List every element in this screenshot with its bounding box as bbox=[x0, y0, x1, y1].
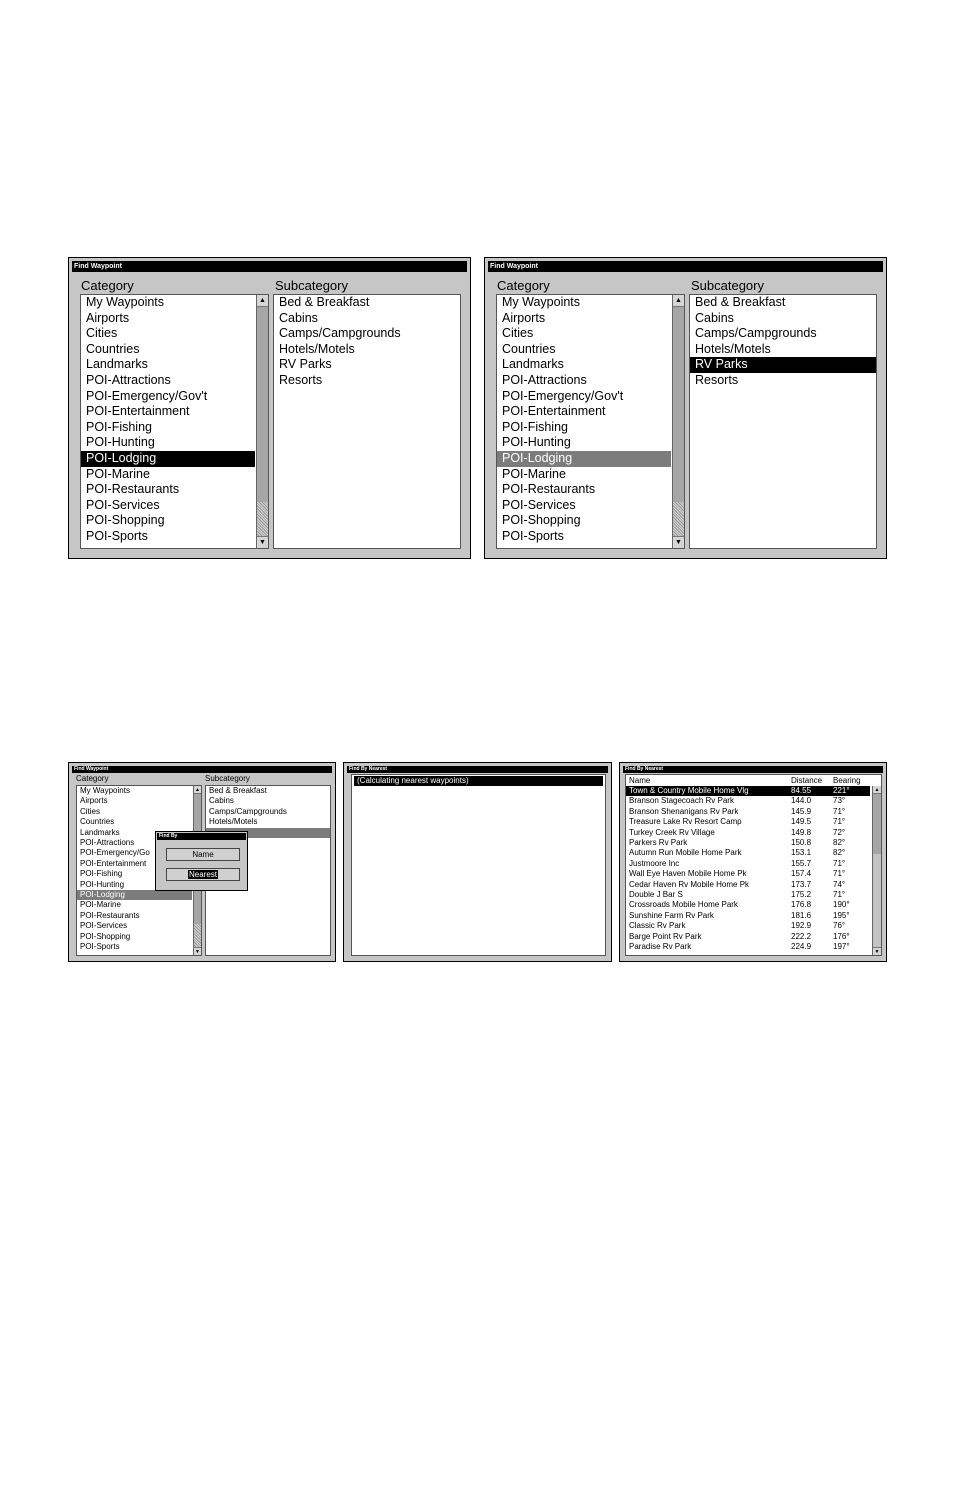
category-list-item[interactable]: Airports bbox=[86, 310, 130, 325]
scroll-thumb[interactable] bbox=[873, 794, 881, 854]
category-list-item[interactable]: POI-Services bbox=[502, 497, 576, 512]
find-waypoint-screen-category bbox=[68, 257, 471, 559]
category-list-item[interactable]: POI-Attractions bbox=[80, 838, 135, 847]
result-bearing: 72° bbox=[833, 827, 846, 837]
category-list-item[interactable]: POI-Attractions bbox=[502, 373, 587, 387]
subcategory-header: Subcategory bbox=[275, 278, 348, 293]
subcategory-list-item[interactable]: RV Parks bbox=[279, 357, 332, 372]
scroll-up-icon[interactable]: ▲ bbox=[195, 787, 200, 793]
calculating-status: (Calculating nearest waypoints) bbox=[354, 776, 603, 786]
result-distance: 155.7 bbox=[791, 858, 812, 868]
window-title: Find By Nearest bbox=[623, 766, 883, 773]
result-bearing: 82° bbox=[833, 838, 846, 847]
category-scrollbar[interactable] bbox=[256, 295, 268, 548]
window-title: Find By Nearest bbox=[347, 766, 608, 773]
result-distance: 176.8 bbox=[791, 900, 812, 910]
category-list-item[interactable]: My Waypoints bbox=[502, 295, 581, 309]
result-bearing: 82° bbox=[833, 848, 846, 858]
result-bearing: 190° bbox=[833, 900, 850, 910]
result-name: Cedar Haven Rv Mobile Home Pk bbox=[629, 879, 750, 889]
category-list-item[interactable]: POI-Restaurants bbox=[80, 910, 140, 920]
table-row[interactable] bbox=[626, 911, 870, 921]
category-list-item[interactable]: POI-Lodging bbox=[77, 890, 192, 900]
scroll-thumb[interactable] bbox=[673, 307, 684, 502]
category-list-item[interactable]: POI-Shopping bbox=[80, 931, 131, 941]
table-row[interactable] bbox=[626, 817, 870, 827]
scroll-track[interactable] bbox=[194, 924, 201, 947]
category-list-item[interactable]: POI-Services bbox=[80, 921, 128, 931]
table-row[interactable] bbox=[626, 859, 870, 869]
result-name: Paradise Rv Park bbox=[629, 942, 692, 951]
category-list-item[interactable]: POI-Fishing bbox=[80, 869, 123, 879]
result-name: Barge Point Rv Park bbox=[629, 931, 702, 941]
category-list-item[interactable]: Cities bbox=[80, 806, 101, 816]
category-list-item[interactable]: POI-Emergency/Gov't bbox=[86, 388, 208, 403]
category-list-item[interactable]: Airports bbox=[80, 796, 108, 806]
category-list-item[interactable]: POI-Emergency/Gov't bbox=[502, 388, 624, 403]
category-list-item[interactable]: Countries bbox=[80, 817, 115, 827]
result-name: Wall Eye Haven Mobile Home Pk bbox=[629, 869, 747, 879]
dialog-title: Find By bbox=[157, 833, 246, 840]
category-list-item[interactable]: POI-Shopping bbox=[502, 513, 581, 528]
scroll-down-icon[interactable]: ▼ bbox=[195, 949, 200, 955]
table-row[interactable] bbox=[626, 890, 870, 900]
result-name: Branson Shenanigans Rv Park bbox=[629, 806, 739, 816]
find-waypoint-screen-find-by bbox=[68, 762, 336, 962]
table-row[interactable] bbox=[626, 796, 870, 806]
scroll-down-icon[interactable]: ▼ bbox=[673, 536, 684, 548]
result-name: Turkey Creek Rv Village bbox=[629, 827, 715, 837]
scroll-up-icon[interactable]: ▲ bbox=[874, 787, 880, 793]
subcategory-list-item[interactable]: Camps/Campgrounds bbox=[279, 326, 401, 341]
window-title: Find Waypoint bbox=[488, 261, 883, 272]
subcategory-list-item[interactable]: Resorts bbox=[695, 373, 739, 387]
scroll-thumb[interactable] bbox=[257, 307, 268, 502]
subcategory-list-item[interactable]: Bed & Breakfast bbox=[695, 295, 786, 309]
category-list-item[interactable]: POI-Entertainment bbox=[86, 404, 190, 419]
category-list-item[interactable]: POI-Hunting bbox=[80, 879, 125, 889]
table-row[interactable] bbox=[626, 942, 870, 952]
category-list-item[interactable]: My Waypoints bbox=[80, 786, 130, 795]
scroll-track[interactable] bbox=[673, 502, 684, 536]
table-row[interactable] bbox=[626, 848, 870, 858]
scroll-track[interactable] bbox=[257, 502, 268, 536]
table-row[interactable] bbox=[626, 869, 870, 879]
subcategory-list-item[interactable]: Bed & Breakfast bbox=[209, 786, 267, 795]
result-bearing: 195° bbox=[833, 910, 850, 920]
category-list-item[interactable]: POI-Marine bbox=[86, 466, 150, 481]
column-header-name: Name bbox=[629, 776, 651, 785]
subcategory-list-item[interactable]: Hotels/Motels bbox=[695, 341, 771, 356]
table-row[interactable] bbox=[626, 880, 870, 890]
result-bearing: 71° bbox=[833, 858, 846, 868]
category-list-item[interactable]: POI-Marine bbox=[502, 466, 566, 481]
table-row[interactable] bbox=[626, 900, 870, 910]
window-title: Find Waypoint bbox=[72, 261, 467, 272]
subcategory-header: Subcategory bbox=[205, 774, 250, 783]
category-list-item[interactable]: POI-Lodging bbox=[81, 451, 255, 467]
category-list-item[interactable]: POI-Entertainment bbox=[80, 858, 147, 868]
category-list-item[interactable]: Cities bbox=[86, 326, 118, 341]
result-bearing: 176° bbox=[833, 931, 850, 941]
scroll-down-icon[interactable]: ▼ bbox=[257, 536, 268, 548]
name-button-label: Name bbox=[192, 850, 214, 859]
result-distance: 153.1 bbox=[791, 848, 812, 858]
subcategory-list-item[interactable]: Cabins bbox=[279, 310, 318, 325]
result-distance: 149.5 bbox=[791, 817, 812, 827]
category-list-item[interactable]: POI-Restaurants bbox=[502, 482, 596, 497]
subcategory-list-item[interactable]: RV Parks bbox=[690, 357, 876, 373]
result-distance: 173.7 bbox=[791, 879, 812, 889]
scroll-up-icon[interactable]: ▲ bbox=[673, 295, 684, 307]
table-row[interactable] bbox=[626, 921, 870, 931]
result-bearing: 71° bbox=[833, 817, 846, 827]
result-name: Branson Stagecoach Rv Park bbox=[629, 796, 734, 806]
scroll-up-icon[interactable]: ▲ bbox=[257, 295, 268, 307]
category-list-item[interactable]: Landmarks bbox=[86, 357, 148, 372]
subcategory-list-item[interactable]: Camps/Campgrounds bbox=[209, 806, 287, 816]
category-list-item[interactable]: POI-Lodging bbox=[497, 451, 671, 467]
table-row[interactable] bbox=[626, 828, 870, 838]
column-header-distance: Distance bbox=[791, 776, 823, 785]
find-by-name-button[interactable] bbox=[166, 848, 240, 861]
subcategory-header: Subcategory bbox=[691, 278, 764, 293]
category-header: Category bbox=[76, 774, 109, 783]
subcategory-list-item[interactable]: Resorts bbox=[279, 373, 323, 387]
subcategory-list-item[interactable]: Hotels/Motels bbox=[279, 341, 355, 356]
category-list-item[interactable]: Countries bbox=[86, 341, 140, 356]
result-distance: 175.2 bbox=[791, 890, 812, 899]
find-by-nearest-calculating-screen bbox=[343, 762, 612, 962]
category-list-item[interactable]: POI-Entertainment bbox=[502, 404, 606, 419]
category-list-item[interactable]: Airports bbox=[502, 310, 546, 325]
find-by-nearest-results-screen bbox=[619, 762, 887, 962]
result-name: Town & Country Mobile Home Vlg bbox=[629, 786, 749, 795]
category-scrollbar[interactable] bbox=[672, 295, 684, 548]
nearest-button-label: Nearest bbox=[188, 870, 217, 879]
category-list-item[interactable]: POI-Shopping bbox=[86, 513, 165, 528]
subcategory-list-item[interactable]: Cabins bbox=[695, 310, 734, 325]
category-list-item[interactable]: POI-Hunting bbox=[502, 435, 571, 450]
category-header: Category bbox=[81, 278, 134, 293]
results-scrollbar[interactable] bbox=[872, 786, 881, 955]
category-list-item[interactable]: POI-Marine bbox=[80, 900, 121, 910]
result-bearing: 221° bbox=[833, 786, 850, 795]
subcategory-list-item[interactable]: Bed & Breakfast bbox=[279, 295, 370, 309]
table-row[interactable] bbox=[626, 838, 870, 848]
category-list-item[interactable]: POI-Fishing bbox=[86, 419, 152, 434]
category-list-item[interactable]: POI-Emergency/Go bbox=[80, 848, 150, 858]
result-name: Parkers Rv Park bbox=[629, 838, 688, 847]
category-list-item[interactable]: Landmarks bbox=[80, 827, 120, 837]
table-row[interactable] bbox=[626, 786, 870, 796]
category-list[interactable] bbox=[80, 294, 269, 549]
nearest-results-list[interactable] bbox=[351, 774, 606, 956]
subcategory-list-item[interactable]: Cabins bbox=[209, 796, 234, 806]
result-name: Justmoore Inc bbox=[629, 858, 680, 868]
subcategory-list-item[interactable]: Camps/Campgrounds bbox=[695, 326, 817, 341]
category-list-item[interactable]: POI-Sports bbox=[86, 529, 148, 543]
result-name: Crossroads Mobile Home Park bbox=[629, 900, 738, 910]
result-name: Classic Rv Park bbox=[629, 921, 686, 931]
table-row[interactable] bbox=[626, 932, 870, 942]
result-name: Sunshine Farm Rv Park bbox=[629, 910, 714, 920]
category-list-item[interactable]: POI-Attractions bbox=[86, 373, 171, 387]
window-title: Find Waypoint bbox=[72, 766, 332, 773]
result-name: Treasure Lake Rv Resort Camp bbox=[629, 817, 742, 827]
result-distance: 222.2 bbox=[791, 931, 812, 941]
category-list-item[interactable]: Countries bbox=[502, 341, 556, 356]
category-list-item[interactable]: Landmarks bbox=[502, 357, 564, 372]
result-bearing: 73° bbox=[833, 796, 846, 806]
category-list-item[interactable]: POI-Sports bbox=[502, 529, 564, 543]
category-list-item[interactable]: POI-Sports bbox=[80, 942, 120, 951]
result-distance: 150.8 bbox=[791, 838, 812, 847]
nearest-results-list[interactable] bbox=[625, 774, 882, 956]
category-list[interactable] bbox=[496, 294, 685, 549]
find-waypoint-screen-subcategory bbox=[484, 257, 887, 559]
result-distance: 145.9 bbox=[791, 806, 812, 816]
result-distance: 149.8 bbox=[791, 827, 812, 837]
result-bearing: 74° bbox=[833, 879, 846, 889]
result-name: Double J Bar S bbox=[629, 890, 683, 899]
find-by-nearest-button[interactable] bbox=[166, 868, 240, 881]
category-list-item[interactable]: POI-Hunting bbox=[86, 435, 155, 450]
result-name: Autumn Run Mobile Home Park bbox=[629, 848, 742, 858]
result-distance: 181.6 bbox=[791, 910, 812, 920]
result-distance: 157.4 bbox=[791, 869, 812, 879]
find-by-dialog bbox=[155, 831, 248, 891]
category-list-item[interactable]: My Waypoints bbox=[86, 295, 165, 309]
result-distance: 84.55 bbox=[791, 786, 812, 795]
column-header-bearing: Bearing bbox=[833, 776, 861, 785]
result-bearing: 71° bbox=[833, 890, 846, 899]
result-bearing: 71° bbox=[833, 869, 846, 879]
subcategory-list-item[interactable]: Hotels/Motels bbox=[209, 817, 258, 827]
result-bearing: 197° bbox=[833, 942, 850, 951]
category-list-item[interactable]: POI-Services bbox=[86, 497, 160, 512]
result-bearing: 71° bbox=[833, 806, 846, 816]
category-list-item[interactable]: POI-Restaurants bbox=[86, 482, 180, 497]
category-list-item[interactable]: POI-Fishing bbox=[502, 419, 568, 434]
result-distance: 192.9 bbox=[791, 921, 812, 931]
result-bearing: 76° bbox=[833, 921, 846, 931]
subcategory-list[interactable] bbox=[689, 294, 877, 549]
scroll-down-icon[interactable]: ▼ bbox=[874, 949, 880, 955]
result-distance: 144.0 bbox=[791, 796, 812, 806]
category-list-item[interactable]: Cities bbox=[502, 326, 534, 341]
category-header: Category bbox=[497, 278, 550, 293]
result-distance: 224.9 bbox=[791, 942, 812, 951]
table-row[interactable] bbox=[626, 807, 870, 817]
subcategory-list[interactable] bbox=[273, 294, 461, 549]
